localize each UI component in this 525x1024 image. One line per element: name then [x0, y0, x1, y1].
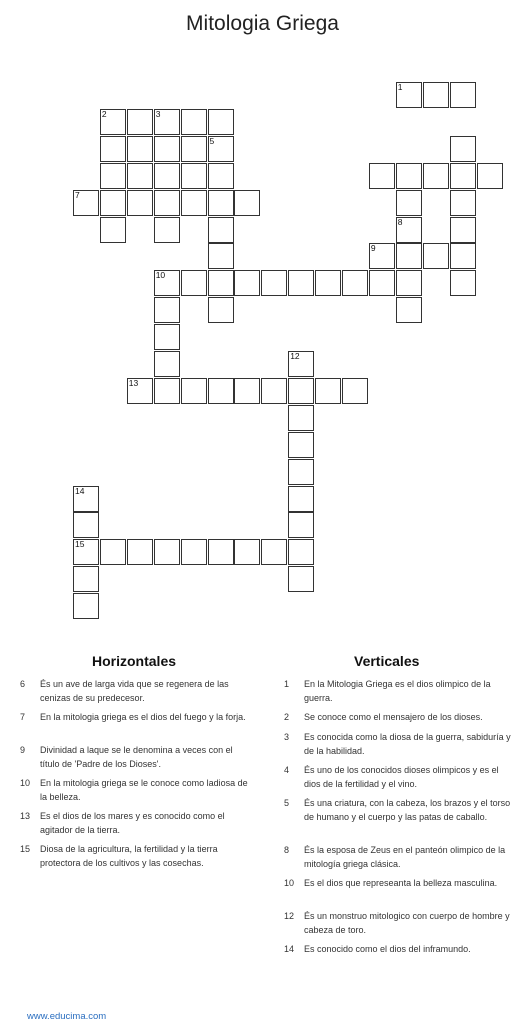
crossword-cell[interactable]	[450, 136, 476, 162]
crossword-cell[interactable]	[396, 82, 422, 108]
crossword-cell[interactable]	[154, 190, 180, 216]
crossword-cell[interactable]	[73, 512, 99, 538]
clue-number: 7	[75, 189, 80, 200]
crossword-cell[interactable]	[208, 163, 234, 189]
clue-text: Es el dios de los mares y es conocido como el agitador de la tierra.	[40, 811, 225, 835]
crossword-cell[interactable]	[342, 378, 368, 404]
crossword-cell[interactable]	[288, 512, 314, 538]
clue-number: 8	[284, 845, 290, 855]
crossword-cell[interactable]	[154, 539, 180, 565]
clue-number: 15	[75, 539, 85, 550]
clue-number: 13	[20, 811, 31, 821]
crossword-cell[interactable]	[369, 243, 395, 269]
crossword-cell[interactable]	[100, 109, 126, 135]
clue-number: 7	[20, 712, 26, 722]
crossword-cell[interactable]	[234, 539, 260, 565]
crossword-cell[interactable]	[154, 136, 180, 162]
crossword-cell[interactable]	[181, 539, 207, 565]
clue-number: 9	[20, 745, 26, 755]
crossword-cell[interactable]	[423, 243, 449, 269]
crossword-cell[interactable]	[127, 378, 153, 404]
crossword-cell[interactable]	[450, 270, 476, 296]
clue-text: És la esposa de Zeus en el panteón olimpico de la mitología griega clásica.	[304, 845, 506, 869]
crossword-cell[interactable]	[450, 163, 476, 189]
crossword-cell[interactable]	[396, 163, 422, 189]
crossword-cell[interactable]	[73, 593, 99, 619]
clue-number: 10	[284, 878, 295, 888]
crossword-cell[interactable]	[154, 163, 180, 189]
crossword-cell[interactable]	[288, 351, 314, 377]
crossword-cell[interactable]	[396, 243, 422, 269]
crossword-cell[interactable]	[154, 351, 180, 377]
crossword-cell[interactable]	[181, 190, 207, 216]
crossword-cell[interactable]	[154, 378, 180, 404]
clue-number: 10	[155, 270, 166, 281]
crossword-cell[interactable]	[181, 136, 207, 162]
crossword-cell[interactable]	[423, 163, 449, 189]
crossword-cell[interactable]	[315, 270, 341, 296]
crossword-cell[interactable]	[208, 539, 234, 565]
crossword-cell[interactable]	[288, 378, 314, 404]
crossword-cell[interactable]	[208, 378, 234, 404]
crossword-cell[interactable]	[234, 378, 260, 404]
clue-number: 4	[284, 765, 290, 775]
crossword-cell[interactable]	[208, 217, 234, 243]
crossword-cell[interactable]	[208, 297, 234, 323]
clue-number: 1	[397, 82, 403, 92]
clue-text: És una criatura, con la cabeza, los brazos y el torso de humano y el cuerpo y las patas de caballo.	[304, 798, 511, 822]
clue-text: Diosa de la agricultura, la fertilidad y la tierra protectora de los cultivos y las cosechas.	[40, 844, 218, 868]
clue-text: És uno de los conocidos dioses olimpicos y es el dios de la fertilidad y el vino.	[304, 765, 499, 789]
clue-number: 14	[284, 944, 295, 954]
clue-number: 6	[20, 679, 26, 689]
crossword-cell[interactable]	[127, 539, 153, 565]
clue-number: 15	[20, 844, 31, 854]
crossword-cell[interactable]	[208, 136, 234, 162]
crossword-cell[interactable]	[100, 217, 126, 243]
crossword-cell[interactable]	[396, 270, 422, 296]
clue-text: Es conocido como el dios del inframundo.	[304, 944, 471, 954]
clue-number: 3	[155, 108, 161, 119]
crossword-cell[interactable]	[369, 163, 395, 189]
crossword-cell[interactable]	[234, 270, 260, 296]
crossword-cell[interactable]	[396, 190, 422, 216]
footer-link[interactable]: www.educima.com	[27, 1011, 107, 1022]
crossword-cell[interactable]	[181, 378, 207, 404]
crossword-cell[interactable]	[261, 270, 287, 296]
crossword-cell[interactable]	[396, 217, 422, 243]
clue-number: 1	[284, 679, 290, 689]
clue-number: 8	[397, 216, 403, 227]
crossword-cell[interactable]	[477, 163, 503, 189]
crossword-cell[interactable]	[288, 539, 314, 565]
crossword-cell[interactable]	[73, 566, 99, 592]
down-header: Verticales	[354, 653, 420, 669]
clue-text: Es conocida como la diosa de la guerra, sabiduría y de la habilidad.	[304, 732, 511, 756]
crossword-cell[interactable]	[450, 190, 476, 216]
crossword-cell[interactable]	[181, 163, 207, 189]
clue-number: 2	[101, 108, 107, 119]
clue-number: 5	[209, 135, 215, 146]
clue-number: 12	[284, 911, 295, 921]
crossword-cell[interactable]	[261, 378, 287, 404]
crossword-cell[interactable]	[234, 190, 260, 216]
crossword-cell[interactable]	[288, 459, 314, 485]
clue-text: Divinidad a laque se le denomina a veces con el título de 'Padre de los Dioses'.	[40, 745, 233, 769]
crossword-cell[interactable]	[127, 109, 153, 135]
clue-number: 10	[20, 778, 31, 788]
crossword-cell[interactable]	[100, 163, 126, 189]
crossword-cell[interactable]	[208, 109, 234, 135]
crossword-cell[interactable]	[423, 82, 449, 108]
crossword-cell[interactable]	[208, 270, 234, 296]
crossword-cell[interactable]	[288, 486, 314, 512]
crossword-cell[interactable]	[154, 324, 180, 350]
crossword-cell[interactable]	[154, 297, 180, 323]
clue-number: 3	[284, 732, 290, 742]
clue-text: És un monstruo mitologico con cuerpo de hombre y cabeza de toro.	[304, 911, 510, 935]
crossword-cell[interactable]	[261, 539, 287, 565]
clue-text: En la mitologia griega se le conoce como ladiosa de la belleza.	[40, 778, 248, 802]
crossword-cell[interactable]	[315, 378, 341, 404]
crossword-cell[interactable]	[100, 539, 126, 565]
crossword-cell[interactable]	[73, 486, 99, 512]
clue-text: Es el dios que represeanta la belleza masculina.	[304, 878, 498, 888]
across-header: Horizontales	[92, 653, 177, 669]
crossword-cell[interactable]	[73, 539, 99, 565]
clue-text: És un ave de larga vida que se regenera de las cenizas de su predecesor.	[40, 679, 229, 703]
clue-text: En la Mitologia Griega es el dios olimpico de la guerra.	[304, 679, 491, 703]
crossword-cell[interactable]	[450, 82, 476, 108]
clue-number: 13	[128, 377, 139, 388]
crossword-cell[interactable]	[450, 217, 476, 243]
clue-number: 2	[284, 712, 290, 722]
crossword-cell[interactable]	[127, 136, 153, 162]
crossword-cell[interactable]	[181, 270, 207, 296]
crossword-cell[interactable]	[369, 270, 395, 296]
crossword-cell[interactable]	[127, 163, 153, 189]
crossword-cell[interactable]	[154, 217, 180, 243]
crossword-cell[interactable]	[288, 405, 314, 431]
crossword-cell[interactable]	[100, 136, 126, 162]
clue-number: 14	[75, 485, 85, 496]
crossword-cell[interactable]	[208, 190, 234, 216]
crossword-cell[interactable]	[154, 270, 180, 296]
clue-text: En la mitologia griega es el dios del fuego y la forja.	[40, 712, 246, 722]
puzzle-title: Mitologia Griega	[186, 12, 339, 35]
clue-number: 12	[290, 351, 300, 361]
crossword-cell[interactable]	[73, 190, 99, 216]
clue-text: Se conoce como el mensajero de los dioses.	[304, 712, 483, 722]
crossword-cell[interactable]	[396, 297, 422, 323]
crossword-cell[interactable]	[288, 270, 314, 296]
crossword-cell[interactable]	[100, 190, 126, 216]
clue-number: 5	[284, 798, 290, 808]
clue-number: 9	[370, 243, 376, 254]
crossword-cell[interactable]	[450, 243, 476, 269]
crossword-cell[interactable]	[208, 243, 234, 269]
crossword-cell[interactable]	[288, 432, 314, 458]
crossword-cell[interactable]	[181, 109, 207, 135]
crossword-cell[interactable]	[288, 566, 314, 592]
crossword-cell[interactable]	[127, 190, 153, 216]
crossword-cell[interactable]	[154, 109, 180, 135]
crossword-cell[interactable]	[342, 270, 368, 296]
